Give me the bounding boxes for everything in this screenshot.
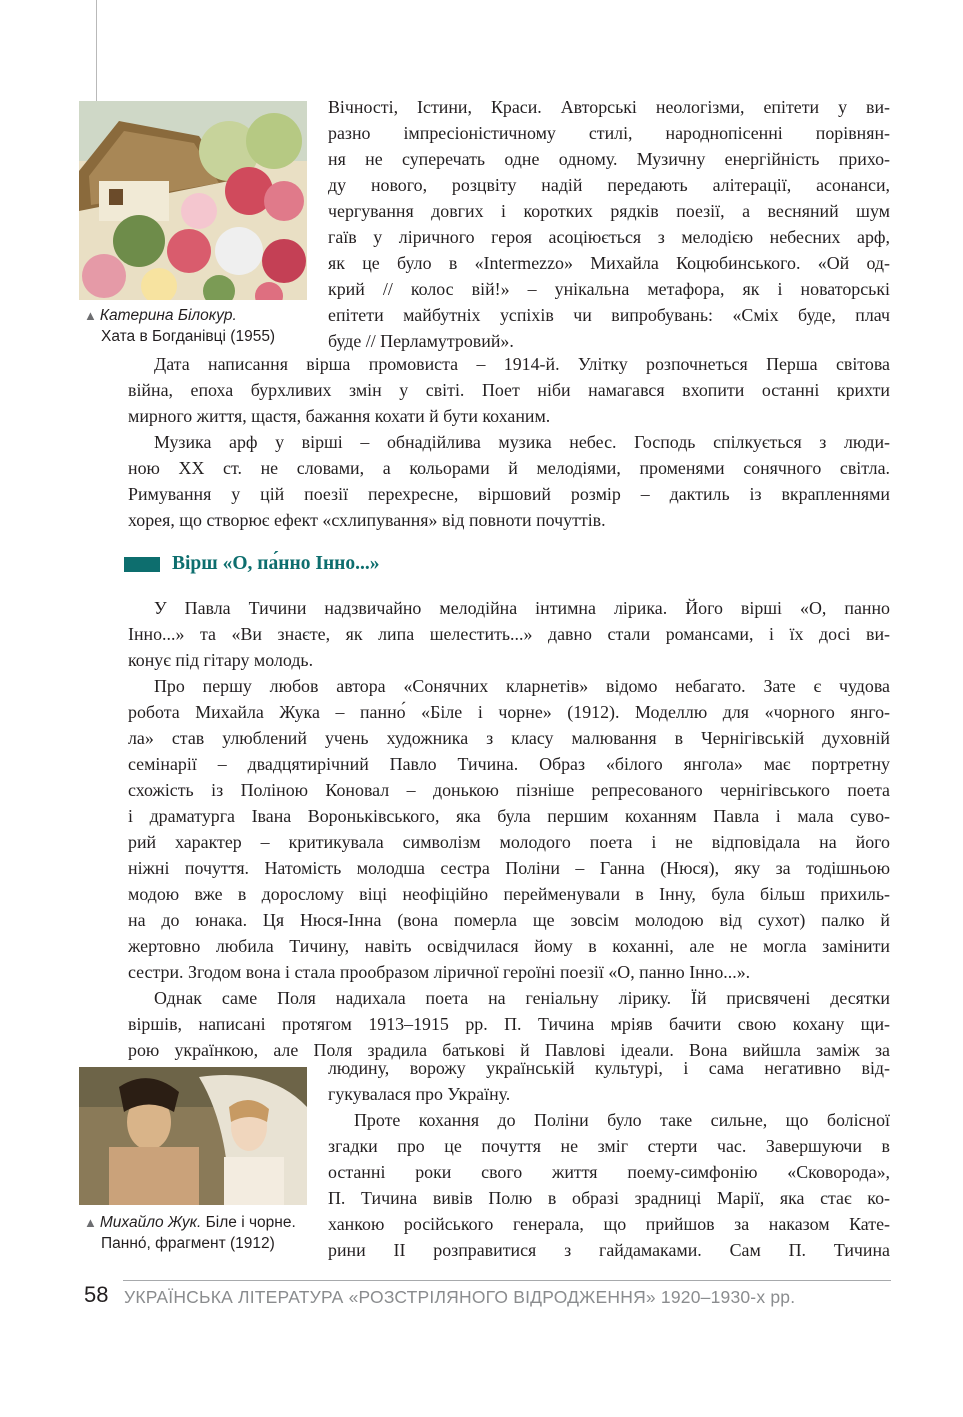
text-block-1: Вічності, Істини, Краси. Авторські неологізми, епітети у ви- разно імпресіоністичному стилі, народнопісенні порівнян- ня не суперечать одне одному. Музичну енергійність прихо- ду нового, розцвіту надій передають алітерації, асонанси, чергування довгих і коротких рядків поезії, а весняний шум гаїв у ліричного героя асоціюється з мелодією небесних арф, як це було в «Intermezzo» Михайла Коцюбинського. «Ой од- крий // колос вій!» – унікальна метафора, як і новаторські епітети майбутніх успіхів чи випробувань: «Сміх буде, плач буде // Перламутровий». xyxy=(328,97,890,351)
margin-rule xyxy=(96,0,97,106)
triangle-icon: ▲ xyxy=(84,308,97,323)
text-block-2: Дата написання вірша промовиста – 1914-й. Улітку розпочнеться Перша світова війна, епоха бурхливих змін у світі. Поет ніби намагався вхопити останні крихти мирного життя, щастя, бажання кохати й бути коханим. Музика арф у вірші – обнадійлива музика небес. Господь спілкується з люди- ною ХХ ст. не словами, а кольорами й мелодіями, променями сонячного світла. Римування у цій поезії перехресне, віршовий розмір – дактиль із вкрапленнями хорея, що створює ефект «схлипування» від повноти почуттів. xyxy=(128,354,890,530)
caption-author: Катерина Білокур. xyxy=(99,307,237,324)
triangle-icon: ▲ xyxy=(84,1215,97,1230)
text-block-3: У Павла Тичини надзвичайно мелодійна інтимна лірика. Його вірші «О, панно Інно...» та «Ви знаєте, як липа шелестить...» давно стали романсами, і їх досі ви- конує під гітару молодь. Про першу любов автора «Сонячних кларнетів» відомо небагато. Зате є чудова робота Михайла Жука – панно́ «Біле і чорне» (1912). Моделлю для «чорного янго- ла» став улюблений учень художника з класу малювання в Чернігівській духовній семінарії – двадцятирічний Павло Тичина. Образ «білого янгола» має портретну схожість із Поліною Коновал – донькою пізніше репресованого чернігівського поета і драматурга Івана Вороньківського, яка була першим коханням Павла і мала суво- рий характер – критикувала символізм молодого поета і не відповідала на його ніжні почуття. Натомість молодша сестра Поліни – Ганна (Нюся), яку за тодішньою модою вже в дорослому віці неофіційно перейменували в Інну, була більш прихиль- на до юнака. Ця Нюся-Інна (вона померла ще зовсім молодою від сухот) палко й жертовно любила Тичину, навіть освідчилася йому в коханні, але не могла замінити сестри. Згодом вона і стала прообразом ліричної героїні поезії «О, панно Інно...». Однак саме Поля надихала поета на геніальну лірику. Їй присвячені десятки віршів, написані протягом 1913–1915 рр. П. Тичина мріяв бачити свою кохану щи- рою українкою, але Поля зрадила батькові й Павлові ідеали. Вона вийшла заміж за xyxy=(128,598,890,1060)
text-block-4: людину, ворожу українській культурі, і сама негативно від- гукувалася про Україну. Проте кохання до Поліни було таке сильне, що болісної згадки про це почуття не зміг стерти час. Завершуючи в останні роки свого життя поему-симфонію «Сковорода», П. Тичина вивів Полю в образі зрадниці Марії, яка стає ко- ханкою російського генерала, що прийшов за наказом Кате- рини ІІ розправитися з гайдамаками. Сам П. Тичина xyxy=(328,1058,890,1260)
painting-khata-image xyxy=(79,101,307,300)
heading-text: Вірш «О, па́нно Інно...» xyxy=(172,553,380,574)
caption-title: Біле і чорне. xyxy=(201,1214,296,1231)
page-number: 58 xyxy=(84,1282,109,1307)
heading-marker xyxy=(124,557,160,572)
panel-bile-i-chorne-image xyxy=(79,1067,307,1205)
figure2-caption xyxy=(84,1212,296,1254)
caption-author: Михайло Жук. xyxy=(99,1214,202,1231)
section-heading xyxy=(124,553,380,575)
figure1-caption xyxy=(84,305,275,347)
running-title: УКРАЇНСЬКА ЛІТЕРАТУРА «РОЗСТРІЛЯНОГО ВІДРОДЖЕННЯ» 1920–1930-х рр. xyxy=(124,1287,796,1307)
footer-rule xyxy=(123,1280,891,1281)
caption-title: Хата в Богданівці (1955) xyxy=(101,328,276,345)
caption-subtitle: Панно́, фрагмент (1912) xyxy=(101,1235,275,1252)
